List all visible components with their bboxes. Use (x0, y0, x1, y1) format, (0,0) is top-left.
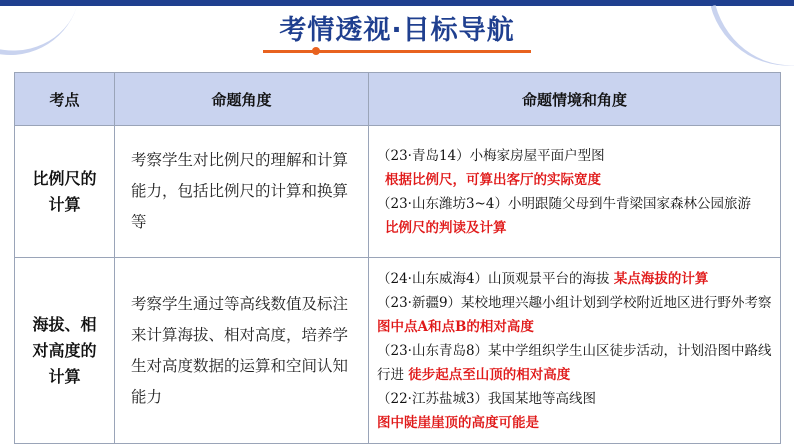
context-item: （23·山东青岛8）某中学组织学生山区徒步活动，计划沿图中路线行进 徒步起点至山顶的相对高度 (377, 342, 772, 383)
exam-table (14, 72, 781, 444)
point-line: 比例尺的 (32, 168, 97, 188)
point-cell (15, 258, 115, 444)
title-underline (263, 50, 531, 53)
point-line: 计算 (48, 366, 81, 386)
title-dot (312, 47, 320, 55)
context-item: （23·新疆9）某校地理兴趣小组计划到学校附近地区进行野外考察 图中点A和点B的相对高度 (377, 294, 772, 335)
context-item: （24·山东威海4）山顶观景平台的海拔 某点海拔的计算 (377, 270, 709, 287)
table-header-row (15, 73, 781, 126)
context-item: 图中陡崖崖顶的高度可能是 (377, 414, 539, 431)
context-item: 根据比例尺，可算出客厅的实际宽度 (385, 171, 601, 188)
point-line: 计算 (48, 194, 81, 214)
context-item: 比例尺的判读及计算 (385, 219, 507, 236)
header-context: 命题情境和角度 (369, 73, 781, 126)
context-item: （22·江苏盐城3）我国某地等高线图 (377, 390, 597, 407)
title-bar (0, 6, 794, 56)
page-title: 考情透视·目标导航 (279, 15, 515, 46)
table-row (15, 258, 781, 444)
header-point: 考点 (15, 73, 115, 126)
angle-cell: 考察学生通过等高线数值及标注来计算海拔、相对高度，培养学生对高度数据的运算和空间认知能力 (115, 258, 369, 444)
angle-cell: 考察学生对比例尺的理解和计算能力，包括比例尺的计算和换算等 (115, 126, 369, 258)
point-line: 海拔、相 (32, 314, 97, 334)
context-item: （23·山东潍坊3~4）小明跟随父母到牛背梁国家森林公园旅游 (377, 195, 751, 212)
context-item: （23·青岛14）小梅家房屋平面户型图 (377, 147, 605, 164)
header-angle: 命题角度 (115, 73, 369, 126)
point-cell (15, 126, 115, 258)
context-cell (369, 126, 781, 258)
table-row (15, 126, 781, 258)
point-line: 对高度的 (32, 340, 97, 360)
context-cell (369, 258, 781, 444)
